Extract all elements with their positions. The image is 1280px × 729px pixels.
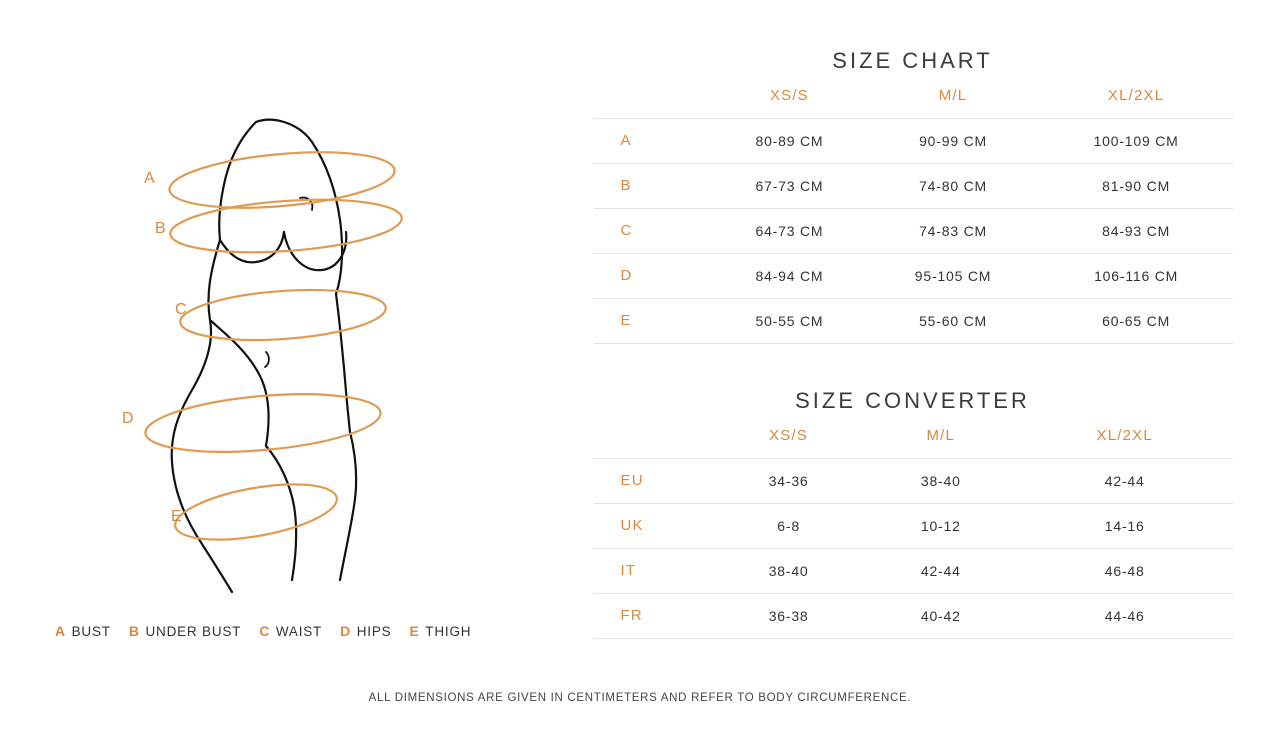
size-converter-eu-m-l: 38-40 [920,472,961,489]
legend-item-bust [55,623,111,639]
size-converter-row-key-eu: EU [620,472,644,489]
figure-legend [55,623,525,639]
size-converter-row-key-it: IT [620,562,637,579]
size-converter-fr-xl-2xl: 44-46 [1104,607,1145,624]
legend-item-waist [259,623,322,639]
table-row [593,503,1233,548]
size-converter-row-key-fr: FR [620,607,643,624]
size-converter-col-xl-2xl: XL/2XL [1096,427,1153,445]
size-chart-a-m-l: 90-99 CM [919,132,987,149]
size-converter-block [545,388,1280,639]
legend-key-e: E [409,623,420,639]
figure-marker-labels [0,0,545,620]
size-chart-b-m-l: 74-80 CM [919,177,987,194]
size-chart-header-row [593,74,1233,118]
size-chart-b-xs-s: 67-73 CM [755,177,824,194]
legend-label-thigh: THIGH [425,624,472,639]
size-chart-row-key-b: B [620,177,632,194]
size-chart-row-key-d: D [620,267,633,284]
legend-label-waist: WAIST [275,624,323,639]
table-row [593,118,1233,163]
size-converter-fr-xs-s: 36-38 [768,607,809,624]
legend-item-under-bust [129,623,241,639]
table-row [593,593,1233,638]
legend-label-bust: BUST [71,624,111,639]
size-converter-row-key-uk: UK [620,517,644,534]
size-chart-d-xl-2xl: 106-116 CM [1094,267,1179,284]
table-row [593,253,1233,298]
size-converter-col-xs-s: XS/S [769,427,809,445]
size-chart-c-m-l: 74-83 CM [919,222,987,239]
size-chart-a-xs-s: 80-89 CM [755,132,824,149]
size-chart-e-m-l: 55-60 CM [919,312,987,329]
size-chart-d-xs-s: 84-94 CM [755,267,824,284]
size-chart-col-xs-s: XS/S [769,87,809,105]
size-converter-eu-xs-s: 34-36 [768,472,809,489]
size-chart-e-xl-2xl: 60-65 CM [1102,312,1171,329]
size-converter-uk-m-l: 10-12 [920,517,961,534]
size-chart-col-m-l: M/L [938,87,968,105]
size-converter-it-m-l: 42-44 [920,562,961,579]
figure-marker-b: B [155,220,167,237]
size-chart-col-xl-2xl: XL/2XL [1107,87,1165,105]
table-row [593,548,1233,593]
size-chart-row-key-c: C [620,222,633,239]
figure-marker-a: A [144,170,156,187]
body-figure-panel [0,0,545,729]
size-chart-table [593,74,1233,344]
legend-item-thigh [409,623,471,639]
size-converter-it-xl-2xl: 46-48 [1104,562,1145,579]
size-chart-col-0 [593,74,713,118]
size-converter-header-row [593,414,1233,458]
table-row [593,163,1233,208]
size-converter-fr-m-l: 40-42 [920,607,961,624]
size-converter-uk-xs-s: 6-8 [777,517,800,534]
figure-marker-e: E [171,508,183,525]
legend-label-under-bust: UNDER BUST [145,624,242,639]
figure-marker-c: C [175,301,188,318]
size-converter-col-m-l: M/L [926,427,956,445]
legend-item-hips [340,623,391,639]
legend-key-b: B [128,623,140,639]
legend-key-c: C [259,623,270,639]
table-row [593,458,1233,503]
size-chart-a-xl-2xl: 100-109 CM [1093,132,1179,149]
size-converter-uk-xl-2xl: 14-16 [1104,517,1145,534]
footnote-text: ALL DIMENSIONS ARE GIVEN IN CENTIMETERS AND REFER TO BODY CIRCUMFERENCE. [368,692,912,704]
size-chart-c-xs-s: 64-73 CM [755,222,824,239]
size-chart-d-m-l: 95-105 CM [914,267,992,284]
size-converter-eu-xl-2xl: 42-44 [1104,472,1145,489]
figure-marker-d: D [122,410,135,427]
table-row [593,208,1233,253]
size-chart-e-xs-s: 50-55 CM [755,312,824,329]
size-chart-title: SIZE CHART [832,48,993,73]
size-chart-row-key-e: E [620,312,632,329]
size-converter-title: SIZE CONVERTER [795,388,1030,413]
table-row [593,298,1233,343]
size-chart-b-xl-2xl: 81-90 CM [1102,177,1171,194]
size-converter-it-xs-s: 38-40 [768,562,809,579]
size-chart-c-xl-2xl: 84-93 CM [1102,222,1171,239]
tables-panel [545,0,1280,729]
legend-label-hips: HIPS [356,624,392,639]
legend-key-a: A [55,623,66,639]
size-converter-table [593,414,1233,639]
legend-key-d: D [340,623,351,639]
size-chart-block [545,48,1280,344]
size-chart-row-key-a: A [620,132,632,149]
size-converter-col-0 [593,414,713,458]
